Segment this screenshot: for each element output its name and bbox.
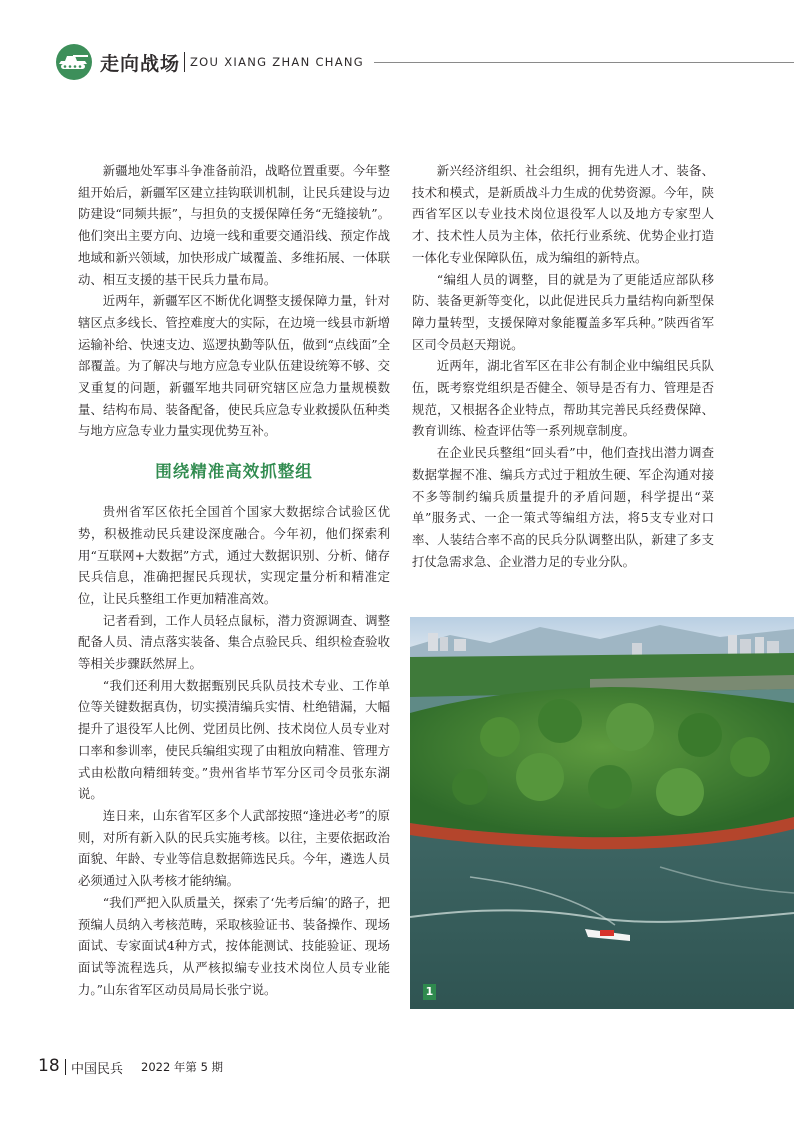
paragraph: “编组人员的调整，目的就是为了更能适应部队移防、装备更新等变化，以此促进民兵力量结构向新型保障力量转型，支援保障对象能覆盖多军兵种。”陕西省军区司令员赵天翔说。 [412, 271, 714, 352]
header-rule [374, 62, 794, 63]
paragraph: 在企业民兵整组“回头看”中，他们查找出潜力调查数据掌握不准、编兵方式过于粗放生硬、军企沟通对接不多等制约编兵质量提升的矛盾问题，科学提出“菜单”服务式、一企一策式等编组方法，将5支专业对口率、人装结合率不高的民兵分队调整出队，新建了多支打仗急需求急、企业潜力足的专业分队。 [412, 445, 714, 569]
paragraph: 记者看到，工作人员轻点鼠标，潜力资源调查、调整配备人员、清点落实装备、集合点验民兵、组织检查验收等相关步骤跃然屏上。 [78, 612, 390, 672]
paragraph: 近两年，新疆军区不断优化调整支援保障力量，针对辖区点多线长、管控难度大的实际，在边境一线县市新增运输补给、快速支边、巡逻执勤等队伍，做到“点线面”全部覆盖。为了解决与地方应急专业队伍建设统筹不够、交叉重复的问题，新疆军地共同研究辖区应急力量规模数量、结构布局、装备配备，使民兵应急专业救援队伍种类与地方应急专业力量实现优势互补。 [78, 293, 390, 439]
footer-divider [65, 1059, 66, 1075]
paragraph: 连日来，山东省军区多个人武部按照“逢进必考”的原则，对所有新入队的民兵实施考核。以往，主要依据政治面貌、年龄、专业等信息数据筛选民兵。今年，遴选人员必须通过入队考核才能纳编。 [78, 807, 390, 889]
paragraph: 新疆地处军事斗争准备前沿，战略位置重要。今年整組开始后，新疆军区建立挂钩联训机制，让民兵建设与边防建设“同频共振”，与担负的支援保障任务“无缝接轨”。他们突出主要方向、边境一线和重要交通沿线、预定作战地域和新兴领域，加快形成广域覆盖、多维拓展、一体联动、相互支援的基干民兵力量布局。 [78, 163, 390, 287]
photo-number: 1 [423, 984, 436, 1000]
section-title: 走向战场 [100, 53, 181, 75]
paragraph: 近两年，湖北省军区在非公有制企业中编组民兵队伍，既考察党组织是否健全、领导是否有力、管理是否规范，又根据各企业特点，帮助其完善民兵经费保障、教育训练、检查评估等一系列规章制度。 [412, 358, 714, 439]
magazine-name: 中国民兵 [71, 1062, 124, 1077]
issue-label: 2022 年第 5 期 [141, 1060, 224, 1074]
section-logo [56, 44, 92, 80]
paragraph: 新兴经济组织、社会组织，拥有先进人才、装备、技术和模式，是新质战斗力生成的优势资源。今年，陕西省军区以专业技术岗位退役军人以及地方专家型人才、技术性人员为主体，依托行业系统、优势企业打造一体化专业保障队伍，成为编组的新特点。 [412, 163, 714, 265]
tank-icon [59, 53, 89, 71]
article-photo [410, 617, 794, 1009]
section-pinyin: ZOU XIANG ZHAN CHANG [190, 55, 365, 69]
lake-island-illustration [410, 617, 794, 1009]
paragraph: 贵州省军区依托全国首个国家大数据综合试验区优势，积极推动民兵建设深度融合。今年初，他们探索利用“互联网+大数据”方式，通过大数据识别、分析、储存民兵信息，准确把握民兵现状，实现定量分析和精准定位，让民兵整组工作更加精准高效。 [78, 504, 390, 606]
header-divider [184, 52, 185, 72]
paragraph: “我们严把入队质量关，探索了‘先考后编’的路子，把预编人员纳入考核范畴，采取核验证书、装备操作、现场面试、专家面试4种方式，按体能测试、技能验证、现场面试等流程选兵，从严核拟编专业技术岗位人员专业能力。”山东省军区动员局局长张宁说。 [78, 894, 390, 997]
left-column [78, 160, 390, 1000]
paragraph: “我们还利用大数据甄别民兵队员技术专业、工作单位等关键数据真伪，切实摸清编兵实情、杜绝错漏，大幅提升了退役军人比例、党团员比例、技术岗位人员专业对口率和参训率，使民兵编组实现了由粗放向精准、管理方式由松散向精细转变。”贵州省毕节军分区司令员张东湖说。 [78, 677, 390, 802]
page-number: 18 [38, 1056, 60, 1076]
page-header [56, 44, 794, 84]
right-column [412, 160, 714, 572]
subheading: 围绕精准高效抓整组 [155, 462, 313, 482]
